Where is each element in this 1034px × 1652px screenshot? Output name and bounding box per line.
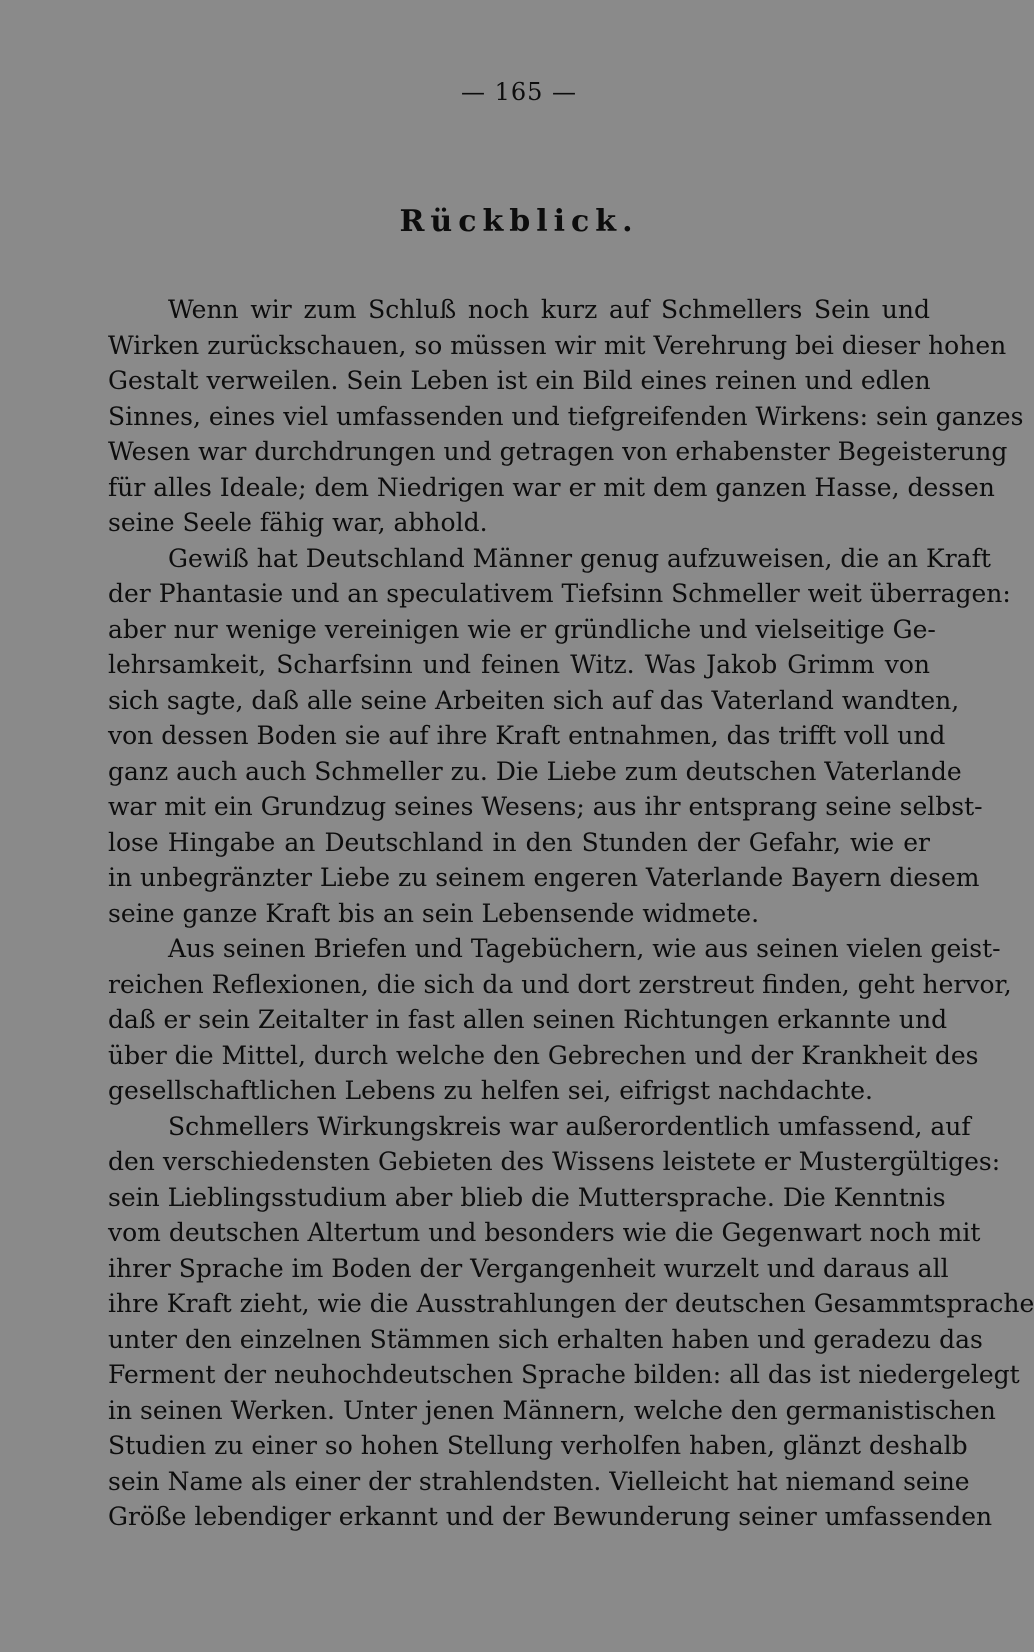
text-line: seine ganze Kraft bis an sein Lebensende widmete. — [108, 898, 760, 928]
text-line: aber nur wenige vereinigen wie er gründliche und vielseitige Ge- — [108, 614, 936, 644]
text-line: sein Lieblingsstudium aber blieb die Muttersprache. Die Kenntnis — [108, 1182, 946, 1212]
text-line: sein Name als einer der strahlendsten. Vielleicht hat niemand seine — [108, 1466, 970, 1496]
text-line: in seinen Werken. Unter jenen Männern, welche den germanistischen — [108, 1395, 996, 1425]
text-line: über die Mittel, durch welche den Gebrechen und der Krankheit des — [108, 1040, 979, 1070]
body-text — [108, 292, 1034, 1535]
text-line: der Phantasie und an speculativem Tiefsinn Schmeller weit überragen: — [108, 579, 1011, 608]
text-line: unter den einzelnen Stämmen sich erhalten haben und geradezu das — [108, 1324, 983, 1354]
text-line: Wirken zurückschauen, so müssen wir mit Verehrung bei dieser hohen — [108, 330, 1007, 360]
text-line: vom deutschen Altertum und besonders wie die Gegenwart noch mit — [108, 1218, 981, 1247]
text-line: Wesen war durchdrungen und getragen von erhabenster Begeisterung — [108, 437, 1008, 466]
text-line: ihre Kraft zieht, wie die Ausstrahlungen der deutschen Gesammtsprache — [108, 1289, 1034, 1318]
text-line: daß er sein Zeitalter in fast allen seinen Richtungen erkannte und — [108, 1005, 948, 1034]
text-line: von dessen Boden sie auf ihre Kraft entnahmen, das trifft voll und — [108, 721, 946, 750]
text-line: ihrer Sprache im Boden der Vergangenheit wurzelt und daraus all — [108, 1253, 949, 1283]
text-line: lehrsamkeit, Scharfsinn und feinen Witz. Was Jakob Grimm von — [108, 650, 930, 679]
text-line: Wenn wir zum Schluß noch kurz auf Schmellers Sein und — [168, 295, 930, 324]
text-line: ganz auch auch Schmeller zu. Die Liebe zum deutschen Vaterlande — [108, 756, 962, 786]
text-line: Größe lebendiger erkannt und der Bewunderung seiner umfassenden — [108, 1502, 993, 1531]
text-line: für alles Ideale; dem Niedrigen war er mit dem ganzen Hasse, dessen — [108, 472, 995, 502]
text-line: reichen Reflexionen, die sich da und dort zerstreut finden, geht hervor, — [108, 969, 1012, 999]
page-number: — 165 — — [460, 78, 578, 106]
text-line: seine Seele fähig war, abhold. — [108, 508, 488, 537]
text-line: Schmellers Wirkungskreis war außerordentlich umfassend, auf — [168, 1111, 971, 1141]
text-line: Aus seinen Briefen und Tagebüchern, wie aus seinen vielen geist- — [168, 934, 1001, 963]
text-line: war mit ein Grundzug seines Wesens; aus ihr entsprang seine selbst- — [108, 792, 983, 821]
chapter-heading: Rückblick. — [399, 204, 639, 239]
text-line: Ferment der neuhochdeutschen Sprache bilden: all das ist niedergelegt — [108, 1360, 1020, 1389]
text-line: Studien zu einer so hohen Stellung verholfen haben, glänzt deshalb — [108, 1431, 968, 1460]
text-line: gesellschaftlichen Lebens zu helfen sei, eifrigst nachdachte. — [108, 1076, 874, 1105]
text-line: Sinnes, eines viel umfassenden und tiefgreifenden Wirkens: sein ganzes — [108, 401, 1024, 431]
text-line: in unbegränzter Liebe zu seinem engeren Vaterlande Bayern diesem — [108, 863, 980, 892]
text-line: Gestalt verweilen. Sein Leben ist ein Bild eines reinen und edlen — [108, 366, 931, 395]
text-line: lose Hingabe an Deutschland in den Stunden der Gefahr, wie er — [108, 827, 930, 857]
text-line: den verschiedensten Gebieten des Wissens leistete er Mustergültiges: — [108, 1147, 1001, 1176]
text-line: sich sagte, daß alle seine Arbeiten sich auf das Vaterland wandten, — [108, 685, 960, 715]
text-line: Gewiß hat Deutschland Männer genug aufzuweisen, die an Kraft — [168, 543, 991, 573]
